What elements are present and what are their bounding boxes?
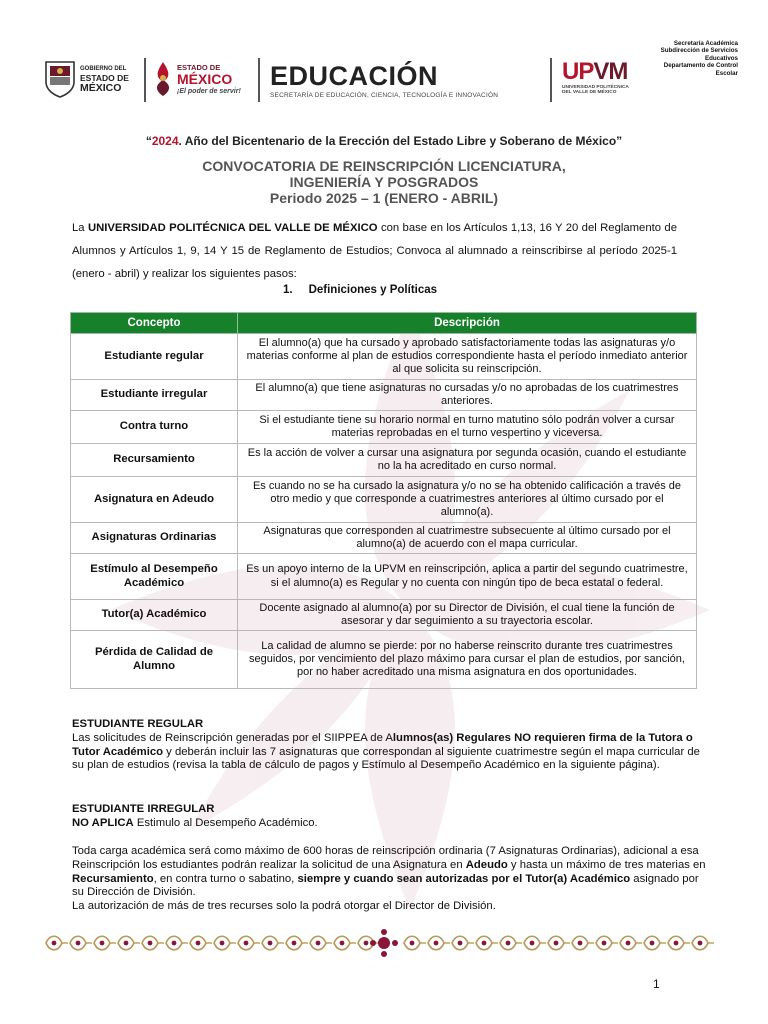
educacion-logo [270,62,498,99]
regular-paragraph [72,732,712,773]
carga-paragraph [72,845,712,900]
table-row [71,334,697,380]
coat-of-arms-icon [44,60,76,98]
description-cell: Es cuando no se ha cursado la asignatura y/o no se ha obtenido calificación a través de otro medio y que corresponde a cuatrimestres anteriores al último cursado por el alumno(a). [238,477,697,523]
concept-cell: Estudiante irregular [71,380,238,411]
description-cell: Docente asignado al alumno(a) por su Director de División, el cual tiene la función de asesorar y dar seguimiento a su trayectoria escolar. [238,600,697,631]
department-line: Escolar [715,69,738,77]
edomex-line-1: ESTADO DE [177,62,221,72]
description-cell: El alumno(a) que tiene asignaturas no cursadas y/o no aprobadas de los cuatrimestres anteriores. [238,380,697,411]
description-cell: La calidad de alumno se pierde: por no haberse reinscrito durante tres cuatrimestres seguidos, por vencimiento del plazo máximo para cursar el plan de estudios, por sanción, por no haber acreditado una misma asignatura en dos oportunidades. [238,631,697,689]
upvm-line-2: DEL VALLE DE MÉXICO [562,90,617,96]
educacion-subtitle: SECRETARÍA DE EDUCACIÓN, CIENCIA, TECNOLOGÍA E INNOVACIÓN [270,92,499,99]
motto-year: 2024 [151,134,179,148]
logo-divider [550,58,552,102]
section-title: Definiciones y Políticas [308,284,438,296]
educacion-title: EDUCACIÓN [270,61,439,91]
description-cell: Es un apoyo interno de la UPVM en reinscripción, aplica a partir del segundo cuatrimestre, si el alumno(a) es Regular y no cuenta con ningún tipo de beca estatal o federal. [238,554,697,600]
motto-open-quote: “ [145,134,152,148]
decorative-border-strip [44,928,724,958]
regular-heading: ESTUDIANTE REGULAR [72,718,204,730]
table-row [71,600,697,631]
carga-section [72,845,712,914]
carga-text-1: Toda carga académica será como máximo de 600 horas de reinscripción ordinaria (7 Asignaturas Ordinarias), adicional a esa Reinscripción los estudiantes podrán realizar la solicitud de una Asignatura en [72,845,699,871]
irregular-section [72,803,712,831]
logo-divider [258,58,260,102]
carga-text-4: asignado por su Dirección de División. [72,872,699,899]
department-line: Subdirección de Servicios [660,47,738,55]
regular-section [72,718,712,773]
table-header-row [71,313,697,334]
concept-cell: Estudiante regular [71,334,238,380]
page-number: 1 [653,977,660,991]
motto-text: . Año del Bicentenario de la Erección del Estado Libre y Soberano de México” [178,134,623,148]
regular-text-2: y deberán incluir las 7 asignaturas que correspondan al siguiente cuatrimestre según el mapa curricular de su plan de estudios (revisa la tabla de cálculo de pagos y Estímulo al Desempeño Académico en la siguiente página). [72,745,700,772]
edomex-line-2: MÉXICO [177,70,233,87]
gobierno-line-1: GOBIERNO DEL [80,65,127,72]
carga-bold-recursamiento: Recursamiento [72,872,154,885]
carga-text-3: , en contra turno o sabatino, [153,872,298,885]
header-description: Descripción [238,313,697,334]
concept-cell: Contra turno [71,411,238,444]
table-row [71,380,697,411]
gobierno-logo [44,60,129,98]
convocatoria-title [0,158,768,206]
upvm-mark-a: UP [562,58,594,85]
gobierno-line-2: ESTADO DE [80,72,129,83]
concept-cell: Estímulo al Desempeño Académico [71,554,238,600]
convocatoria-line-2: INGENIERÍA Y POSGRADOS [289,174,479,190]
department-line: Educativos [704,54,738,62]
upvm-logo [562,60,629,96]
logo-row [44,56,664,106]
irregular-bold: NO APLICA [72,816,134,829]
convocatoria-line-1: CONVOCATORIA DE REINSCRIPCIÓN LICENCIATURA, [202,158,566,174]
gobierno-line-3: MÉXICO [80,81,122,94]
section-heading [283,284,437,296]
concept-cell: Pérdida de Calidad de Alumno [71,631,238,689]
concept-cell: Asignaturas Ordinarias [71,523,238,554]
intro-post: con base en los Artículos 1,13, 16 Y 20 del Reglamento de Alumnos y Artículos 1, 9, 14 Y 15 de Reglamento de Estudios; Convoca al alumnado a reinscribirse al período 2025-1 (enero - abril) y realizar los siguientes pasos: [72,222,677,280]
concept-cell: Recursamiento [71,444,238,477]
section-number: 1. [283,284,293,296]
department-line: Secretaría Académica [673,40,738,47]
upvm-line-1: UNIVERSIDAD POLITÉCNICA [562,85,629,90]
carga-text-2: y hasta un máximo de tres materias en [507,858,706,871]
carga-bold-adeudo: Adeudo [465,858,508,871]
table-row [71,554,697,600]
table-row [71,411,697,444]
description-cell: Si el estudiante tiene su horario normal en turno matutino sólo podrán volver a cursar materias reprobadas en el turno vespertino y viceversa. [238,411,697,444]
carga-note: La autorización de más de tres recurses solo la podrá otorgar el Director de División. [72,900,496,913]
intro-paragraph [72,217,677,285]
upvm-mark-b: VM [593,58,628,85]
definitions-table [70,312,697,689]
convocatoria-line-3: Periodo 2025 – 1 (ENERO - ABRIL) [269,190,499,206]
edomex-logo [152,60,241,98]
table-row [71,523,697,554]
description-cell: Es la acción de volver a cursar una asignatura por segunda ocasión, cuando el estudiante no la ha acreditado en curso normal. [238,444,697,477]
table-row [71,631,697,689]
regular-text-1: Las solicitudes de Reinscripción generadas por el SIIPPEA de A [72,731,393,744]
edomex-emblem-icon [152,60,174,98]
regular-bold: lumnos(as) Regulares NO requieren firma de la Tutora o Tutor Académico [72,731,693,758]
logo-divider [144,58,146,102]
border-motif-right [404,936,714,950]
concept-cell: Asignatura en Adeudo [71,477,238,523]
header-concept: Concepto [71,313,238,334]
border-motif-left [46,936,380,950]
border-center-flower [370,929,398,957]
edomex-slogan: ¡El poder de servir! [177,87,241,95]
table-row [71,444,697,477]
carga-bold-autorizadas: siempre y cuando sean autorizadas por el Tutor(a) Académico [297,872,631,885]
description-cell: Asignaturas que corresponden al cuatrimestre subsecuente al último cursado por el alumno(a) de acuerdo con el mapa curricular. [238,523,697,554]
year-motto [0,134,768,148]
university-name: UNIVERSIDAD POLITÉCNICA DEL VALLE DE MÉXICO [87,222,378,234]
department-header [661,40,738,77]
irregular-text: Estimulo al Desempeño Académico. [133,816,318,829]
department-line: Departamento de Control [663,62,738,70]
table-row [71,477,697,523]
intro-pre: La [72,222,88,234]
irregular-paragraph [72,817,712,831]
description-cell: El alumno(a) que ha cursado y aprobado satisfactoriamente todas las asignaturas y/o materias conforme al plan de estudios correspondiente hasta el período inmediato anterior al que solicita su reinscripción. [238,334,697,380]
concept-cell: Tutor(a) Académico [71,600,238,631]
irregular-heading: ESTUDIANTE IRREGULAR [72,803,215,815]
